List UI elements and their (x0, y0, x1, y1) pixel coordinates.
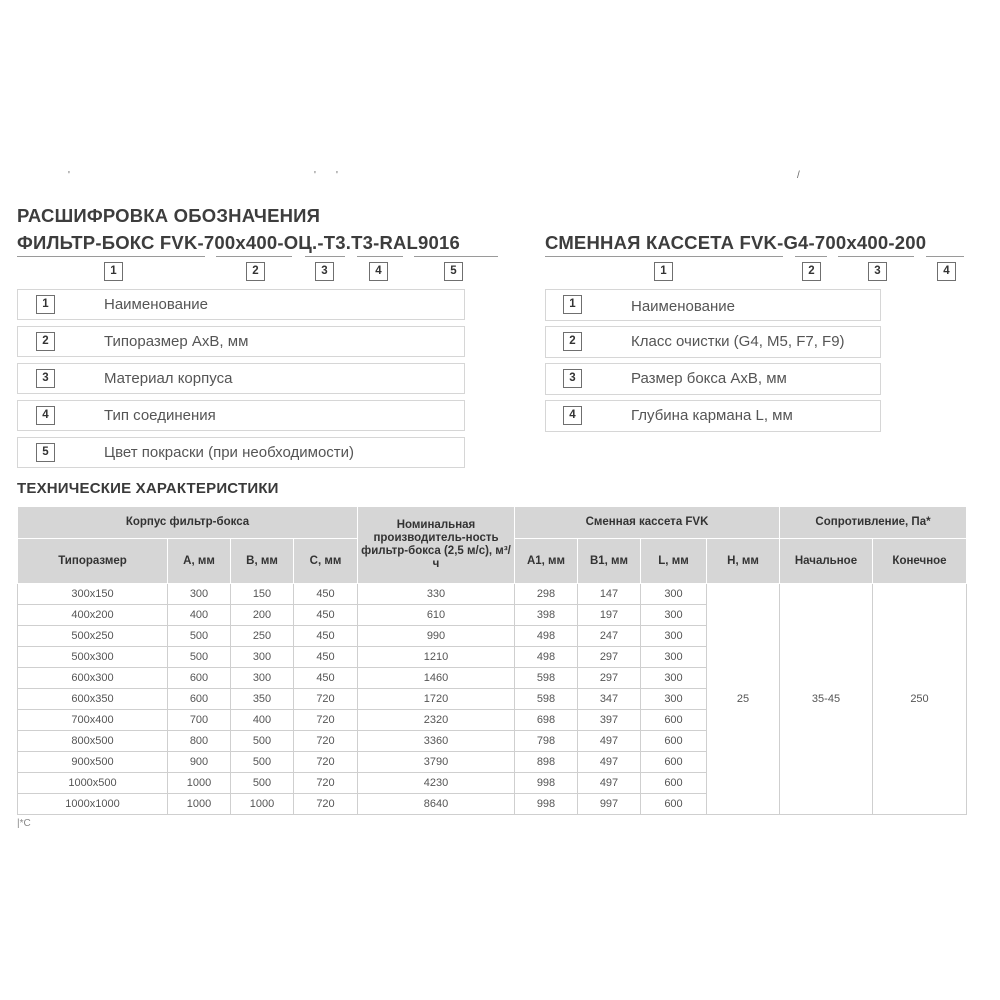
table-cell: 898 (515, 752, 578, 773)
code-number-badge: 1 (654, 262, 673, 281)
table-cell: 297 (578, 647, 641, 668)
cassette-code-depth: 200 (894, 232, 927, 253)
code-number-badge: 3 (315, 262, 334, 281)
table-cell: 300 (641, 605, 707, 626)
capacity-header: Номинальная производитель-ность фильтр-бокса (2,5 м/с), м³/ч (358, 507, 515, 584)
footnote-fragment: |*С (17, 818, 31, 829)
legend-item (545, 289, 881, 321)
col-header-a1: А1, мм (515, 539, 578, 584)
table-cell: 600 (641, 752, 707, 773)
cassette-code-class: G4 (783, 232, 809, 253)
table-cell: 3360 (358, 731, 515, 752)
legend-label: Типоразмер АхВ, мм (104, 333, 249, 350)
table-cell: 400 (231, 710, 294, 731)
legend-number-badge: 4 (563, 406, 582, 425)
table-cell: 720 (294, 752, 358, 773)
legend-item (17, 400, 465, 431)
legend-item (17, 363, 465, 394)
table-cell: 498 (515, 626, 578, 647)
stray-mark: ' (68, 170, 70, 181)
table-cell: 720 (294, 731, 358, 752)
legend-item (545, 363, 881, 395)
code-number-badge: 1 (104, 262, 123, 281)
legend-number-badge: 2 (563, 332, 582, 351)
table-cell: 598 (515, 668, 578, 689)
table-cell: 450 (294, 647, 358, 668)
table-cell: 500x300 (18, 647, 168, 668)
legend-item (545, 400, 881, 432)
table-cell: 498 (515, 647, 578, 668)
table-row (18, 584, 967, 605)
code-number-badge: 4 (369, 262, 388, 281)
table-cell: 720 (294, 794, 358, 815)
table-cell: 147 (578, 584, 641, 605)
table-cell: 8640 (358, 794, 515, 815)
code-separator: - (777, 232, 784, 253)
table-cell: 700x400 (18, 710, 168, 731)
tech-table-body (18, 584, 967, 815)
code-part-connection: Т3.Т3 (323, 232, 374, 253)
table-cell: 610 (358, 605, 515, 626)
code-separator: - (808, 232, 815, 253)
table-cell: 1000 (168, 794, 231, 815)
group-header-resistance: Сопротивление, Па* (780, 507, 967, 539)
table-cell: 600 (641, 731, 707, 752)
table-cell: 600 (168, 668, 231, 689)
table-cell: 298 (515, 584, 578, 605)
code-separator: - (277, 232, 284, 253)
table-cell: 990 (358, 626, 515, 647)
table-cell: 400x200 (18, 605, 168, 626)
table-cell: 997 (578, 794, 641, 815)
code-underline (216, 256, 292, 257)
legend-label: Размер бокса АхВ, мм (631, 370, 787, 387)
table-cell: 500 (168, 626, 231, 647)
merged-cell-final: 250 (873, 584, 967, 815)
code-part-size: 700x400 (203, 232, 278, 253)
table-cell: 720 (294, 710, 358, 731)
legend-label: Тип соединения (104, 407, 216, 424)
table-cell: 350 (231, 689, 294, 710)
legend-label: Наименование (631, 298, 735, 315)
table-cell: 1000 (168, 773, 231, 794)
table-cell: 398 (515, 605, 578, 626)
decode-legend (17, 289, 465, 474)
group-header-body: Корпус фильтр-бокса (18, 507, 358, 539)
table-cell: 1000x1000 (18, 794, 168, 815)
table-cell: 500 (231, 773, 294, 794)
legend-label: Материал корпуса (104, 370, 233, 387)
table-cell: 1720 (358, 689, 515, 710)
code-part-color: RAL9016 (379, 232, 461, 253)
table-cell: 1000 (231, 794, 294, 815)
table-cell: 900 (168, 752, 231, 773)
code-separator: - (888, 232, 895, 253)
cassette-code-size: 700x400 (814, 232, 889, 253)
col-header-b1: В1, мм (578, 539, 641, 584)
table-cell: 300 (168, 584, 231, 605)
table-cell: 900x500 (18, 752, 168, 773)
group-header-cassette: Сменная кассета FVK (515, 507, 780, 539)
table-cell: 598 (515, 689, 578, 710)
col-header-l: L, мм (641, 539, 707, 584)
stray-mark: ' (336, 170, 338, 181)
code-part-name: ФИЛЬТР-БОКС FVK (17, 232, 198, 253)
table-cell: 600 (168, 689, 231, 710)
table-cell: 250 (231, 626, 294, 647)
code-number-badge: 2 (802, 262, 821, 281)
stray-mark: ' (314, 170, 316, 181)
table-cell: 497 (578, 752, 641, 773)
table-cell: 397 (578, 710, 641, 731)
table-cell: 700 (168, 710, 231, 731)
legend-item (17, 326, 465, 357)
table-cell: 450 (294, 668, 358, 689)
table-cell: 400 (168, 605, 231, 626)
merged-cell-initial: 35-45 (780, 584, 873, 815)
table-cell: 300 (231, 668, 294, 689)
code-underline (795, 256, 827, 257)
legend-number-badge: 5 (36, 443, 55, 462)
code-number-badge: 3 (868, 262, 887, 281)
table-cell: 720 (294, 773, 358, 794)
table-cell: 998 (515, 773, 578, 794)
tech-title: ТЕХНИЧЕСКИЕ ХАРАКТЕРИСТИКИ (17, 480, 279, 497)
legend-number-badge: 2 (36, 332, 55, 351)
code-underline (838, 256, 914, 257)
table-cell: 998 (515, 794, 578, 815)
legend-item (17, 289, 465, 320)
table-cell: 330 (358, 584, 515, 605)
table-cell: 300 (641, 689, 707, 710)
table-cell: 347 (578, 689, 641, 710)
legend-item (545, 326, 881, 358)
legend-number-badge: 3 (36, 369, 55, 388)
table-cell: 450 (294, 626, 358, 647)
table-cell: 4230 (358, 773, 515, 794)
legend-item (17, 437, 465, 468)
legend-number-badge: 1 (36, 295, 55, 314)
table-cell: 497 (578, 731, 641, 752)
table-cell: 720 (294, 689, 358, 710)
table-cell: 300 (641, 584, 707, 605)
table-cell: 497 (578, 773, 641, 794)
table-cell: 800 (168, 731, 231, 752)
table-cell: 200 (231, 605, 294, 626)
table-cell: 798 (515, 731, 578, 752)
legend-label: Цвет покраски (при необходимости) (104, 444, 355, 461)
legend-number-badge: 4 (36, 406, 55, 425)
table-cell: 500 (231, 731, 294, 752)
code-separator: - (317, 232, 324, 253)
table-cell: 150 (231, 584, 294, 605)
legend-label: Класс очистки (G4, M5, F7, F9) (631, 333, 845, 350)
code-underline (545, 256, 783, 257)
table-cell: 600x300 (18, 668, 168, 689)
col-header-size: Типоразмер (18, 539, 168, 584)
legend-label: Наименование (104, 296, 208, 313)
code-underline (357, 256, 403, 257)
table-cell: 300 (641, 668, 707, 689)
code-underline (926, 256, 964, 257)
table-cell: 1460 (358, 668, 515, 689)
decode-title: РАСШИФРОВКА ОБОЗНАЧЕНИЯ (17, 205, 321, 226)
table-cell: 800x500 (18, 731, 168, 752)
table-cell: 197 (578, 605, 641, 626)
cassette-legend (545, 289, 881, 437)
stray-mark: / (797, 170, 800, 181)
table-cell: 500 (231, 752, 294, 773)
table-cell: 600 (641, 794, 707, 815)
col-header-a: А, мм (168, 539, 231, 584)
table-cell: 300 (641, 626, 707, 647)
table-cell: 300 (231, 647, 294, 668)
col-header-h: Н, мм (707, 539, 780, 584)
legend-number-badge: 3 (563, 369, 582, 388)
table-cell: 450 (294, 605, 358, 626)
table-cell: 1210 (358, 647, 515, 668)
code-separator: - (197, 232, 204, 253)
code-separator: - (373, 232, 380, 253)
table-cell: 300x150 (18, 584, 168, 605)
code-number-badge: 4 (937, 262, 956, 281)
col-header-final: Конечное (873, 539, 967, 584)
col-header-initial: Начальное (780, 539, 873, 584)
code-number-badge: 2 (246, 262, 265, 281)
code-underline (17, 256, 205, 257)
table-cell: 600x350 (18, 689, 168, 710)
legend-number-badge: 1 (563, 295, 582, 314)
table-cell: 600 (641, 710, 707, 731)
table-cell: 600 (641, 773, 707, 794)
table-cell: 500x250 (18, 626, 168, 647)
legend-label: Глубина кармана L, мм (631, 407, 793, 424)
table-cell: 2320 (358, 710, 515, 731)
code-underline (414, 256, 498, 257)
merged-cell-h: 25 (707, 584, 780, 815)
table-cell: 500 (168, 647, 231, 668)
cassette-code-name: СМЕННАЯ КАССЕТА FVK (545, 232, 778, 253)
code-underline (305, 256, 345, 257)
table-cell: 1000x500 (18, 773, 168, 794)
filter-box-code (17, 232, 460, 254)
table-cell: 450 (294, 584, 358, 605)
table-cell: 247 (578, 626, 641, 647)
cassette-code (545, 232, 926, 254)
table-cell: 698 (515, 710, 578, 731)
table-cell: 300 (641, 647, 707, 668)
table-cell: 297 (578, 668, 641, 689)
col-header-b: В, мм (231, 539, 294, 584)
table-cell: 3790 (358, 752, 515, 773)
tech-table (17, 506, 967, 815)
col-header-c: С, мм (294, 539, 358, 584)
code-number-badge: 5 (444, 262, 463, 281)
code-part-material: ОЦ. (283, 232, 318, 253)
